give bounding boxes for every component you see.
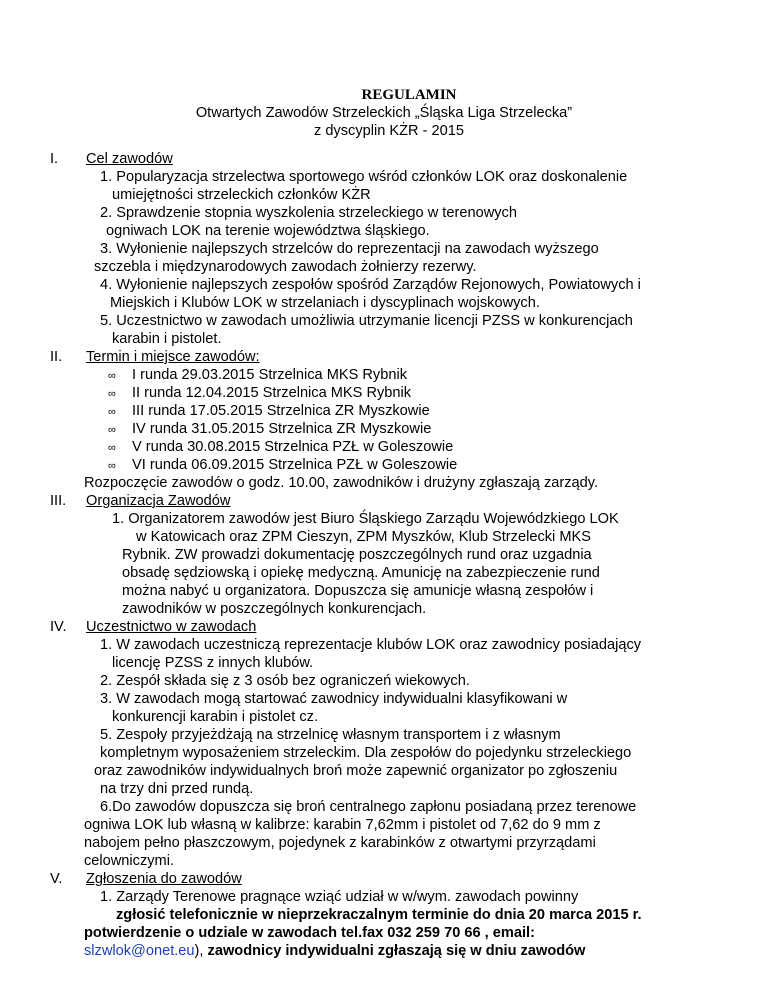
bullet-icon: ∞ <box>108 424 116 436</box>
paragraph-line: potwierdzenie o udziale w zawodach tel.fax 032 259 70 66 , email: <box>84 925 535 941</box>
paragraph-line: Rozpoczęcie zawodów o godz. 10.00, zawodników i drużyny zgłaszają zarządy. <box>84 475 599 491</box>
list-item: ∞ IV runda 31.05.2015 Strzelnica ZR Myszkowie <box>108 421 432 437</box>
paragraph-line: umiejętności strzeleckich członków KŻR <box>112 187 371 203</box>
section-heading <box>50 492 754 510</box>
section-title: Cel zawodów <box>86 151 173 167</box>
email-link[interactable]: slzwlok@onet.eu <box>84 943 195 959</box>
section-number: II. <box>50 349 63 365</box>
bullet-icon: ∞ <box>108 406 116 418</box>
paragraph-line: na trzy dni przed rundą. <box>100 781 254 797</box>
list-item: ∞ VI runda 06.09.2015 Strzelnica PZŁ w Goleszowie <box>108 457 458 473</box>
paragraph-line: można nabyć u organizatora. Dopuszcza się amunicje własną zespołów i <box>122 583 594 599</box>
bullet-icon: ∞ <box>108 442 116 454</box>
section-title: Termin i miejsce zawodów: <box>86 349 260 365</box>
paragraph-line: nabojem pełno płaszczowym, pojedynek z karabinków z otwartymi przyrządami <box>84 835 596 851</box>
paragraph-line: 2. Sprawdzenie stopnia wyszkolenia strzeleckiego w terenowych <box>100 205 517 221</box>
paragraph-line: Rybnik. ZW prowadzi dokumentację poszczególnych rund oraz uzgadnia <box>122 547 592 563</box>
list-item: ∞ II runda 12.04.2015 Strzelnica MKS Rybnik <box>108 385 412 401</box>
document-subtitle-discipline: z dyscyplin KŻR - 2015 <box>313 123 465 139</box>
paragraph-line: celowniczymi. <box>84 853 175 869</box>
section-title: Zgłoszenia do zawodów <box>86 871 242 887</box>
section-title: Uczestnictwo w zawodach <box>86 619 257 635</box>
section-number: III. <box>50 493 67 509</box>
section-number: I. <box>50 151 59 167</box>
paragraph-line: oraz zawodników indywidualnych broń może zapewnić organizator po zgłoszeniu <box>94 763 618 779</box>
paragraph-line: ogniwach LOK na terenie województwa śląskiego. <box>106 223 430 239</box>
paragraph-line: obsadę sędziowską i opiekę medyczną. Amunicję na zabezpieczenie rund <box>122 565 600 581</box>
section-number: IV. <box>50 619 67 635</box>
paragraph-line: 6.Do zawodów dopuszcza się broń centralnego zapłonu posiadaną przez terenowe <box>100 799 637 815</box>
list-item: ∞ V runda 30.08.2015 Strzelnica PZŁ w Goleszowie <box>108 439 454 455</box>
paragraph-line: szczebla i międzynarodowych zawodach żołnierzy rezerwy. <box>94 259 477 275</box>
paragraph-line: slzwlok@onet.eu), zawodnicy indywidualni zgłaszają się w dniu zawodów <box>84 943 586 959</box>
document-subtitle: Otwartych Zawodów Strzeleckich „Śląska Liga Strzelecka” <box>195 105 573 121</box>
paragraph-line: konkurencji karabin i pistolet cz. <box>112 709 319 725</box>
paragraph-line: 3. W zawodach mogą startować zawodnicy indywidualni klasyfikowani w <box>100 691 568 707</box>
document-body <box>50 150 754 960</box>
paragraph-line: Miejskich i Klubów LOK w strzelaniach i dyscyplinach wojskowych. <box>110 295 540 311</box>
paragraph-line: 1. Zarządy Terenowe pragnące wziąć udział w w/wym. zawodach powinny <box>100 889 579 905</box>
paragraph-line: 4. Wyłonienie najlepszych zespołów spośród Zarządów Rejonowych, Powiatowych i <box>100 277 641 293</box>
paragraph-line: 5. Zespoły przyjeżdżają na strzelnicę własnym transportem i z własnym <box>100 727 561 743</box>
bullet-icon: ∞ <box>108 388 116 400</box>
paragraph-line: w Katowicach oraz ZPM Cieszyn, ZPM Myszków, Klub Strzelecki MKS <box>136 529 591 545</box>
paragraph-line: licencję PZSS z innych klubów. <box>112 655 314 671</box>
list-item: ∞ I runda 29.03.2015 Strzelnica MKS Rybnik <box>108 367 408 383</box>
list-item: ∞ III runda 17.05.2015 Strzelnica ZR Myszkowie <box>108 403 430 419</box>
section-heading <box>50 618 754 636</box>
document-title: REGULAMIN <box>361 87 457 103</box>
paragraph-line: 1. Organizatorem zawodów jest Biuro Śląskiego Zarządu Wojewódzkiego LOK <box>112 511 619 527</box>
paragraph-line: zgłosić telefonicznie w nieprzekraczalnym terminie do dnia 20 marca 2015 r. <box>116 907 642 923</box>
paragraph-line: karabin i pistolet. <box>112 331 222 347</box>
paragraph-line: 5. Uczestnictwo w zawodach umożliwia utrzymanie licencji PZSS w konkurencjach <box>100 313 633 329</box>
paragraph-line: zawodników w poszczególnych konkurencjach. <box>122 601 427 617</box>
section-heading <box>50 348 754 366</box>
paragraph-line: 3. Wyłonienie najlepszych strzelców do reprezentacji na zawodach wyższego <box>100 241 599 257</box>
section-number: V. <box>50 871 63 887</box>
bullet-icon: ∞ <box>108 460 116 472</box>
section-heading <box>50 150 754 168</box>
paragraph-line: kompletnym wyposażeniem strzeleckim. Dla zespołów do pojedynku strzeleckiego <box>100 745 632 761</box>
section-heading <box>50 870 754 888</box>
paragraph-line: 2. Zespół składa się z 3 osób bez ograniczeń wiekowych. <box>100 673 470 689</box>
bullet-icon: ∞ <box>108 370 116 382</box>
section-title: Organizacja Zawodów <box>86 493 231 509</box>
paragraph-line: ogniwa LOK lub własną w kalibrze: karabin 7,62mm i pistolet od 7,62 do 9 mm z <box>84 817 601 833</box>
paragraph-line: 1. W zawodach uczestniczą reprezentacje klubów LOK oraz zawodnicy posiadający <box>100 637 642 653</box>
paragraph-line: 1. Popularyzacja strzelectwa sportowego wśród członków LOK oraz doskonalenie <box>100 169 628 185</box>
